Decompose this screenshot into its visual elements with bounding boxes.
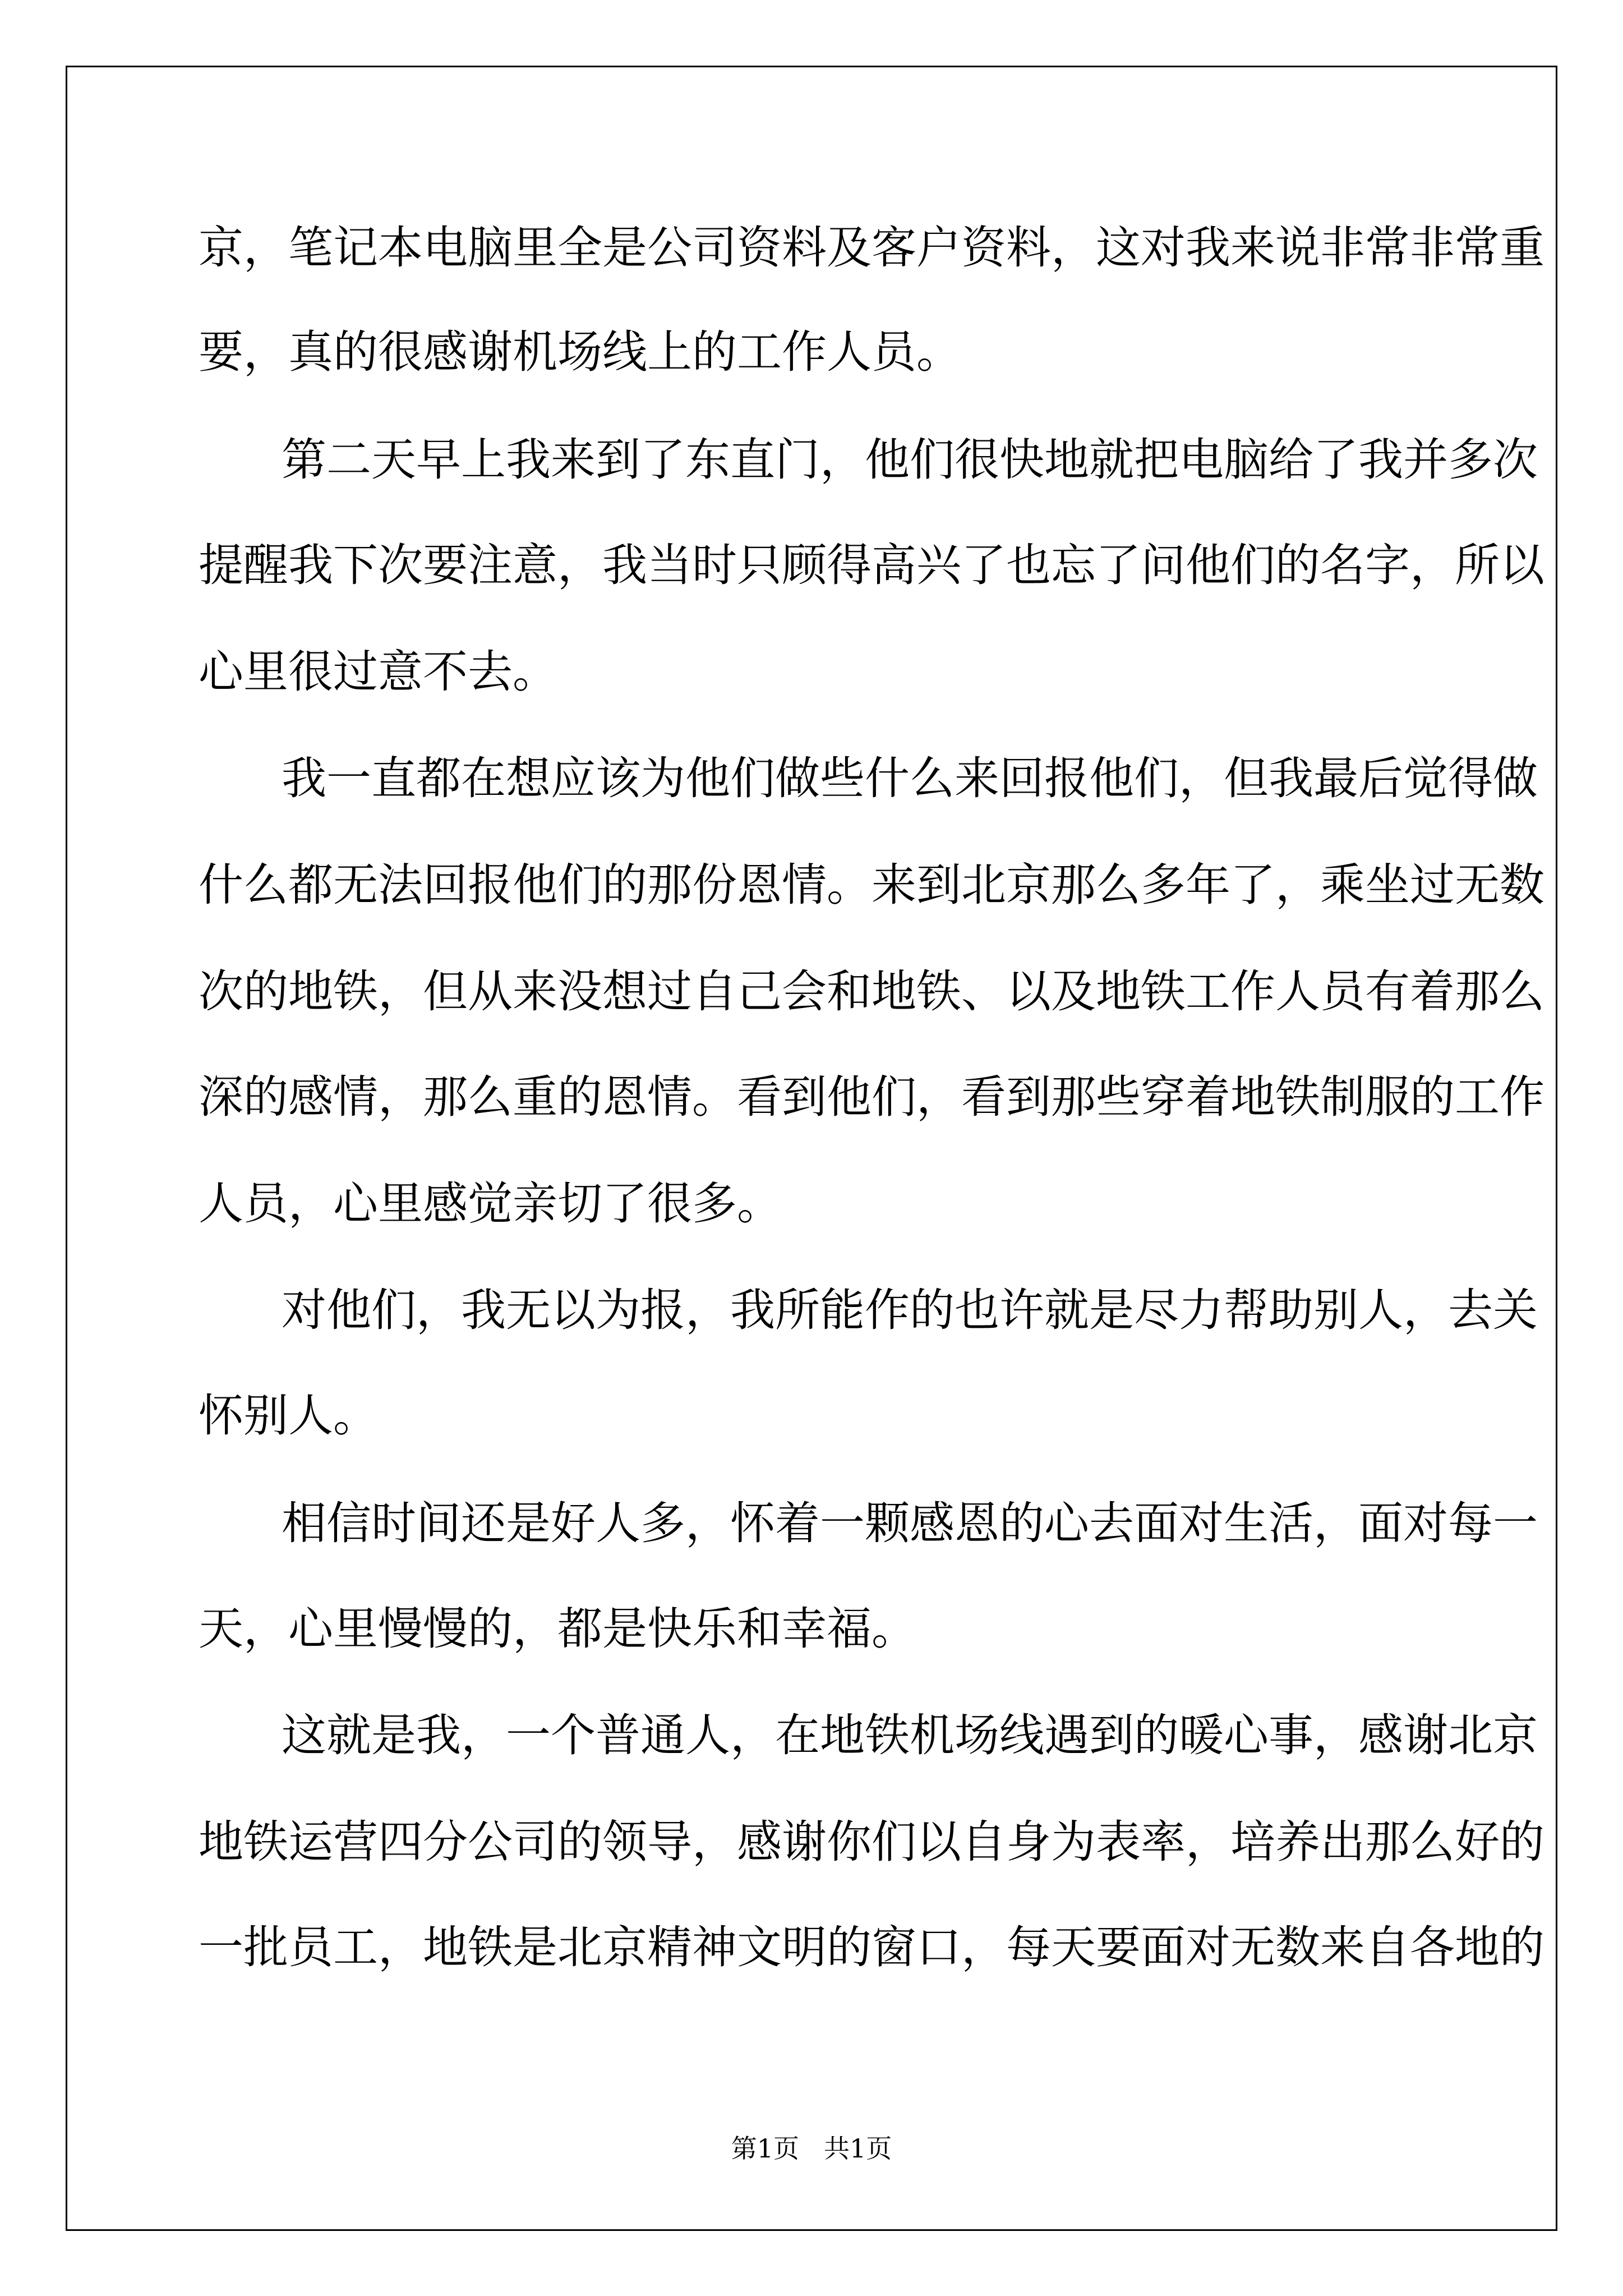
text-line-2: 要，真的很感谢机场线上的工作人员。	[199, 326, 961, 378]
text-line-11: 对他们，我无以为报，我所能作的也许就是尽力帮助别人，去关	[282, 1284, 1538, 1336]
text-line-3: 第二天早上我来到了东直门，他们很快地就把电脑给了我并多次	[282, 434, 1538, 486]
total-pages: 共1页	[823, 2133, 892, 2164]
page-border	[66, 66, 1557, 2231]
text-line-16: 地铁运营四分公司的领导，感谢你们以自身为表率，培养出那么好的	[199, 1816, 1544, 1868]
text-line-4: 提醒我下次要注意，我当时只顾得高兴了也忘了问他们的名字，所以	[199, 539, 1544, 591]
text-line-14: 天，心里慢慢的，都是快乐和幸福。	[199, 1603, 916, 1655]
text-line-12: 怀别人。	[199, 1389, 378, 1442]
text-line-8: 次的地铁，但从来没想过自己会和地铁、以及地铁工作人员有着那么	[199, 965, 1544, 1018]
text-line-1: 京，笔记本电脑里全是公司资料及客户资料，这对我来说非常非常重	[199, 222, 1544, 274]
text-line-13: 相信时间还是好人多，怀着一颗感恩的心去面对生活，面对每一	[282, 1497, 1538, 1549]
text-line-7: 什么都无法回报他们的那份恩情。来到北京那么多年了，乘坐过无数	[199, 859, 1544, 911]
text-line-6: 我一直都在想应该为他们做些什么来回报他们，但我最后觉得做	[282, 752, 1538, 804]
text-line-9: 深的感情，那么重的恩情。看到他们，看到那些穿着地铁制服的工作	[199, 1071, 1544, 1123]
text-line-5: 心里很过意不去。	[199, 646, 557, 698]
text-line-17: 一批员工，地铁是北京精神文明的窗口，每天要面对无数来自各地的	[199, 1921, 1544, 1973]
text-line-10: 人员，心里感觉亲切了很多。	[199, 1177, 782, 1230]
text-line-15: 这就是我，一个普通人，在地铁机场线遇到的暖心事，感谢北京	[282, 1709, 1538, 1761]
page-footer	[0, 2132, 1623, 2165]
page-number: 第1页	[731, 2133, 800, 2164]
